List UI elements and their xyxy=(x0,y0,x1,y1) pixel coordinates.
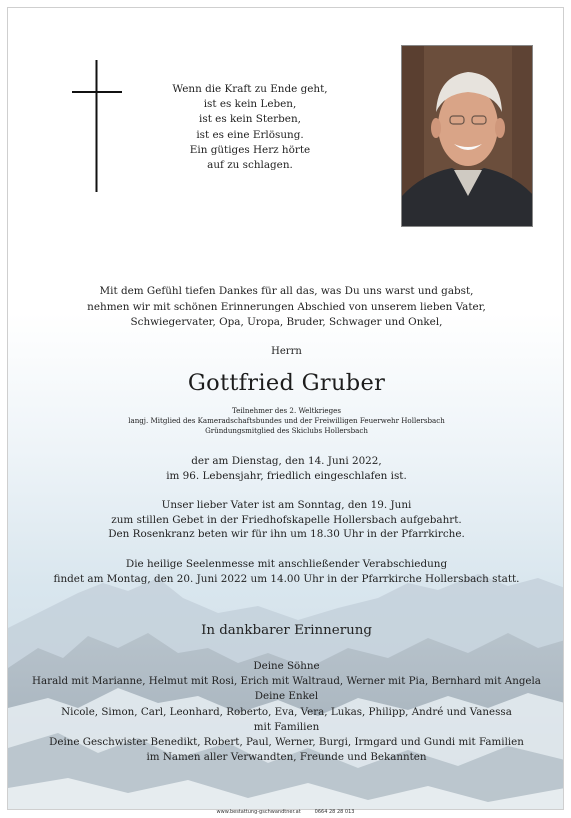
siblings-list: Deine Geschwister Benedikt, Robert, Paul, Werner, Burgi, Irmgard und Gundi mit Familien xyxy=(49,736,524,749)
poem-line: Ein gütiges Herz hörte xyxy=(189,143,311,156)
mass-notice xyxy=(8,557,564,586)
poem-line: ist es eine Erlösung. xyxy=(196,128,304,141)
intro-line: Mit dem Gefühl tiefen Dankes für all das, was Du uns warst und gabst, xyxy=(99,285,474,297)
wake-notice-line: Den Rosenkranz beten wir für ihn um 18.30 Uhr in der Pfarrkirche. xyxy=(108,528,465,541)
salutation: Herrn xyxy=(271,346,302,357)
deceased-titles xyxy=(8,406,564,435)
footer-phone: 0664 28 28 013 xyxy=(314,809,355,815)
title-line: langj. Mitglied des Kameradschaftsbundes und der Freiwilligen Feuerwehr Hollersbach xyxy=(128,415,445,425)
poem-line: ist es kein Leben, xyxy=(203,98,297,111)
poem-line: ist es kein Sterben, xyxy=(199,113,301,126)
sons-heading: Deine Söhne xyxy=(253,660,320,672)
footer-website: www.bestattung-gschwandtner.at xyxy=(216,809,301,815)
grandchildren-suffix: mit Familien xyxy=(253,720,320,733)
grandchildren-list: Nicole, Simon, Carl, Leonhard, Roberto, Eva, Vera, Lukas, Philipp, André und Vanessa xyxy=(61,705,512,718)
death-notice-line: der am Dienstag, den 14. Juni 2022, xyxy=(191,455,382,467)
title-line: Teilnehmer des 2. Weltkrieges xyxy=(231,406,342,415)
footer xyxy=(0,809,571,815)
death-notice-line: im 96. Lebensjahr, friedlich eingeschlafen ist. xyxy=(166,469,407,482)
title-line: Gründungsmitglied des Skiclubs Hollersbach xyxy=(205,425,368,435)
mass-notice-line: Die heilige Seelenmesse mit anschließender Verabschiedung xyxy=(125,558,448,570)
death-notice xyxy=(8,454,564,483)
mass-notice-line: findet am Montag, den 20. Juni 2022 um 14.00 Uhr in der Pfarrkirche Hollersbach statt. xyxy=(53,572,520,585)
relatives-line: im Namen aller Verwandten, Freunde und Bekannten xyxy=(146,751,427,764)
intro-text xyxy=(8,284,564,331)
wake-notice xyxy=(8,498,564,542)
obituary-card xyxy=(7,7,564,810)
poem xyxy=(165,82,335,173)
wake-notice-line: zum stillen Gebet in der Friedhofskapelle Hollersbach aufgebahrt. xyxy=(111,513,462,526)
sons-list: Harald mit Marianne, Helmut mit Rosi, Erich mit Waltraud, Werner mit Pia, Bernhard mit Angela xyxy=(32,675,541,688)
grandchildren-heading: Deine Enkel xyxy=(254,690,319,703)
poem-line: auf zu schlagen. xyxy=(207,159,293,172)
portrait-photo xyxy=(401,45,533,227)
deceased-name: Gottfried Gruber xyxy=(187,370,386,396)
intro-line: nehmen wir mit schönen Erinnerungen Abschied von unserem lieben Vater, xyxy=(87,300,486,313)
intro-line: Schwiegervater, Opa, Uropa, Bruder, Schwager und Onkel, xyxy=(130,316,443,329)
closing-phrase: In dankbarer Erinnerung xyxy=(201,623,372,638)
wake-notice-line: Unser lieber Vater ist am Sonntag, den 19. Juni xyxy=(161,499,412,511)
cross-icon xyxy=(72,60,122,192)
poem-line: Wenn die Kraft zu Ende geht, xyxy=(172,83,328,95)
mourners-list xyxy=(8,659,564,765)
